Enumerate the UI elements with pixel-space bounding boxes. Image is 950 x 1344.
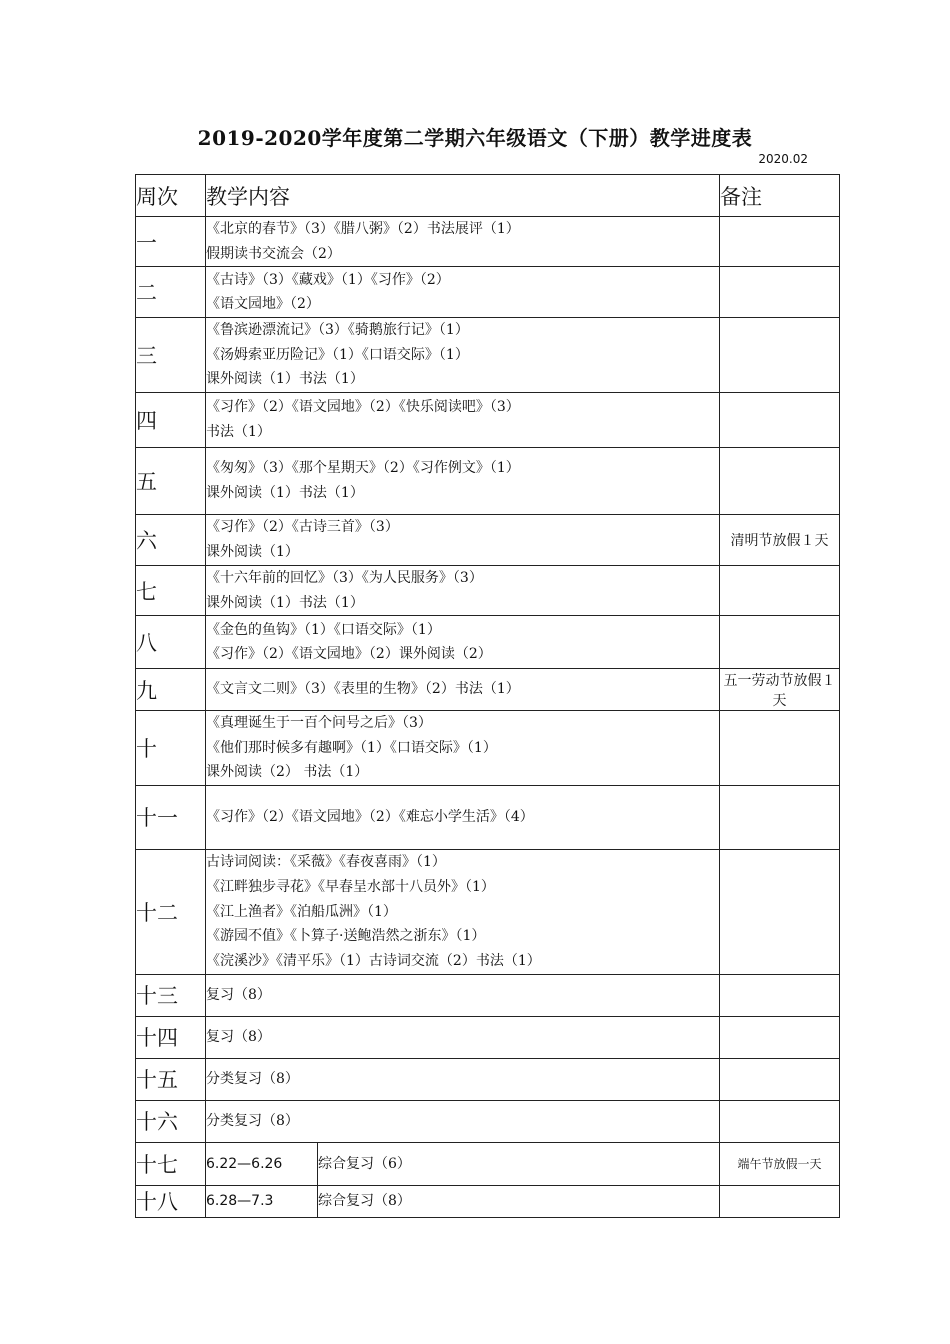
remark-cell [720,392,840,447]
week-cell: 十二 [136,849,206,974]
content-line: 《习作》（2）《语文园地》（2）课外阅读（2） [206,646,492,663]
content-cell [206,318,720,393]
content-line: 课外阅读（1）书法（1） [206,484,364,501]
remark-cell [720,217,840,267]
week-cell: 一 [136,217,206,267]
content-cell [206,514,720,565]
content-line: 《鲁滨逊漂流记》（3）《骑鹅旅行记》（1） [206,322,469,339]
content-cell [206,565,720,615]
table-row [136,669,840,711]
content-cell [206,669,720,711]
content-cell [206,217,720,267]
content-line: 《金色的鱼钩》（1）《口语交际》（1） [206,621,441,638]
table-row [136,849,840,974]
date-range-cell: 6.22—6.26 [206,1142,318,1185]
header-row [136,175,840,217]
content-line: 《文言文二则》（3）《表里的生物》（2）书法（1） [206,681,520,698]
content-cell [206,711,720,786]
remark-cell [720,711,840,786]
document-date: 2020.02 [758,152,808,166]
table-row [136,785,840,849]
content-cell [206,849,720,974]
content-cell [206,447,720,514]
page-title: 2019-2020学年度第二学期六年级语文（下册）教学进度表 [197,126,753,150]
remark-cell: 清明节放假１天 [720,514,840,565]
content-line: 分类复习（8） [206,1113,299,1130]
week-cell: 五 [136,447,206,514]
content-line: 《江畔独步寻花》《早春呈水部十八员外》（1） [206,879,495,896]
content-cell: 综合复习（8） [318,1185,720,1217]
week-cell: 二 [136,267,206,318]
week-cell: 六 [136,514,206,565]
table-row [136,392,840,447]
content-line: 课外阅读（1）书法（1） [206,371,364,388]
week-cell: 十七 [136,1142,206,1185]
remark-cell [720,849,840,974]
content-cell [206,267,720,318]
week-cell: 三 [136,318,206,393]
table-row [136,318,840,393]
week-cell: 八 [136,616,206,669]
week-cell: 十四 [136,1016,206,1058]
week-cell: 十 [136,711,206,786]
table-row [136,514,840,565]
content-cell [206,1058,720,1100]
content-line: 《习作》（2）《语文园地》（2）《难忘小学生活》（4） [206,809,534,826]
content-line: 《北京的春节》（3）《腊八粥》（2）书法展评（1） [206,221,520,237]
content-line: 分类复习（8） [206,1071,299,1088]
week-cell: 十五 [136,1058,206,1100]
remark-cell [720,974,840,1016]
remark-cell [720,1185,840,1217]
table-row [136,974,840,1016]
remark-cell [720,565,840,615]
content-line: 《习作》（2）《古诗三首》（3） [206,519,399,536]
week-cell: 七 [136,565,206,615]
date-range-cell: 6.28—7.3 [206,1185,318,1217]
content-line: 《匆匆》（3）《那个星期天》（2）《习作例文》（1） [206,460,520,477]
content-cell [206,392,720,447]
table-row [136,447,840,514]
content-line: 《汤姆索亚历险记》（1）《口语交际》（1） [206,346,469,363]
content-line: 课外阅读（1）书法（1） [206,594,364,611]
content-line: 《游园不值》《卜算子·送鲍浩然之浙东》（1） [206,928,486,945]
remark-cell [720,318,840,393]
content-line: 《十六年前的回忆》（3）《为人民服务》（3） [206,569,483,586]
remark-cell: 五一劳动节放假１天 [720,669,840,711]
content-line: 《江上渔者》《泊船瓜洲》（1） [206,903,397,920]
header-remark: 备注 [720,175,840,217]
header-week: 周次 [136,175,206,217]
remark-cell [720,1100,840,1142]
content-line: 《古诗》（3）《藏戏》（1）《习作》（2） [206,271,450,288]
content-line: 书法（1） [206,423,271,440]
table-row [136,267,840,318]
content-line: 假期读书交流会（2） [206,245,341,262]
content-line: 复习（8） [206,987,271,1004]
header-content: 教学内容 [206,175,720,217]
remark-cell: 端午节放假一天 [720,1142,840,1185]
content-line: 复习（8） [206,1029,271,1046]
content-line: 古诗词阅读：《采薇》《春夜喜雨》（1） [206,854,446,871]
remark-cell [720,267,840,318]
week-cell: 十六 [136,1100,206,1142]
week-cell: 十八 [136,1185,206,1217]
content-cell [206,785,720,849]
table-row [136,1058,840,1100]
table-row [136,1185,840,1217]
table-row [136,217,840,267]
week-cell: 九 [136,669,206,711]
remark-cell [720,447,840,514]
content-line: 《他们那时候多有趣啊》（1）《口语交际》（1） [206,739,497,756]
table-row [136,1100,840,1142]
content-line: 课外阅读（1） [206,543,299,560]
remark-cell [720,616,840,669]
remark-cell [720,1016,840,1058]
schedule-table [135,174,840,1218]
remark-cell [720,785,840,849]
content-line: 《浣溪沙》《清平乐》（1）古诗词交流（2）书法（1） [206,952,541,969]
content-line: 《习作》（2）《语文园地》（2）《快乐阅读吧》（3） [206,399,520,416]
content-cell: 综合复习（6） [318,1142,720,1185]
table-row [136,1142,840,1185]
table-row [136,1016,840,1058]
content-cell [206,1100,720,1142]
week-cell: 十三 [136,974,206,1016]
content-line: 《语文园地》（2） [206,296,320,313]
remark-cell [720,1058,840,1100]
table-row [136,616,840,669]
content-cell [206,616,720,669]
content-cell [206,1016,720,1058]
content-line: 课外阅读（2） 书法（1） [206,764,369,781]
table-row [136,565,840,615]
content-line: 《真理诞生于一百个问号之后》（3） [206,715,432,732]
week-cell: 四 [136,392,206,447]
content-cell [206,974,720,1016]
week-cell: 十一 [136,785,206,849]
table-row [136,711,840,786]
